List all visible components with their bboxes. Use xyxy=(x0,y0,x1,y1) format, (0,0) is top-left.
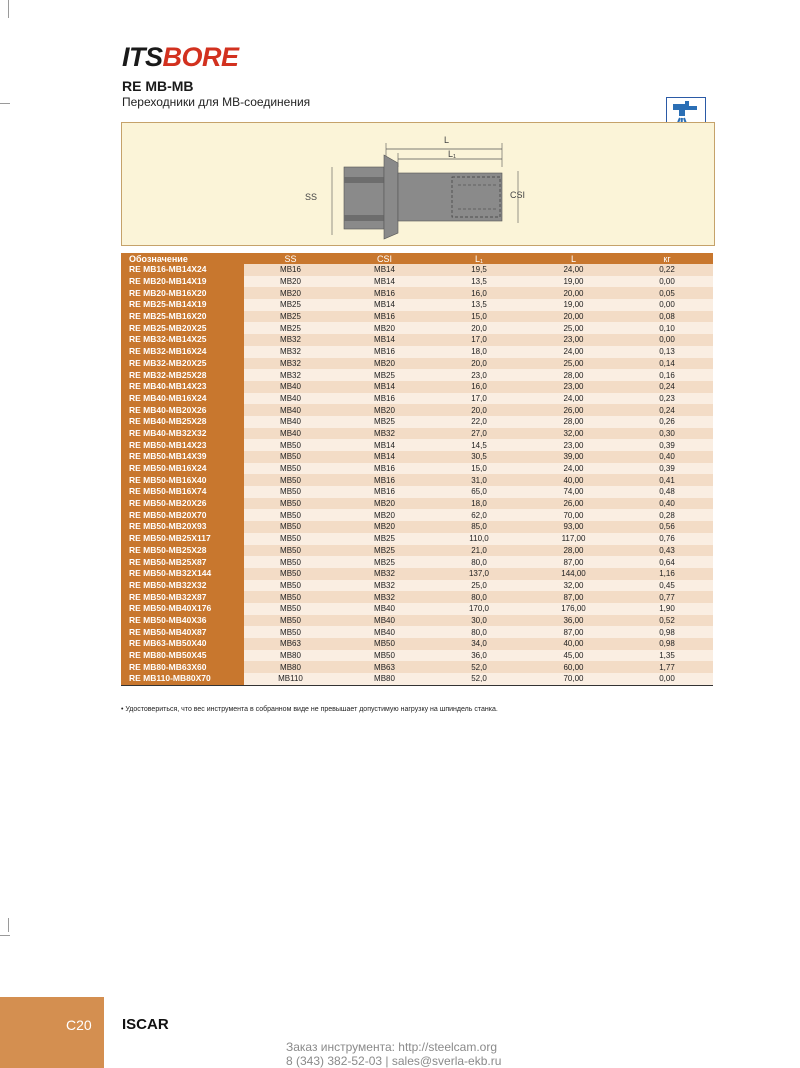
table-row xyxy=(121,638,713,650)
cell-l1: 19,5 xyxy=(432,264,526,276)
cell-csi: MB25 xyxy=(337,545,432,557)
table-row xyxy=(121,533,713,545)
cell-weight: 0,00 xyxy=(621,673,713,685)
cell-l: 23,00 xyxy=(526,381,621,393)
cell-ss: MB80 xyxy=(244,650,337,662)
table-row xyxy=(121,661,713,673)
cell-csi: MB14 xyxy=(337,451,432,463)
cell-l1: 15,0 xyxy=(432,311,526,323)
cell-designation: RE MB50-MB25X28 xyxy=(121,545,244,557)
cell-designation: RE MB50-MB32X144 xyxy=(121,568,244,580)
cell-csi: MB40 xyxy=(337,603,432,615)
dim-label-csi: CSI xyxy=(510,190,526,200)
cell-weight: 0,39 xyxy=(621,463,713,475)
cell-weight: 0,39 xyxy=(621,439,713,451)
footnote: • Удостовериться, что вес инструмента в собранном виде не превышает допустимую нагрузку на шпиндель станка. xyxy=(121,706,498,713)
cell-csi: MB50 xyxy=(337,638,432,650)
cell-designation: RE MB16-MB14X24 xyxy=(121,264,244,276)
cell-l1: 170,0 xyxy=(432,603,526,615)
cell-l: 25,00 xyxy=(526,358,621,370)
cell-l: 87,00 xyxy=(526,626,621,638)
crop-mark xyxy=(0,935,10,936)
cell-l1: 137,0 xyxy=(432,568,526,580)
table-row xyxy=(121,404,713,416)
contact-info: 8 (343) 382-52-03 | sales@sverla-ekb.ru xyxy=(286,1054,502,1068)
itsbore-logo xyxy=(122,42,239,72)
cell-l1: 30,5 xyxy=(432,451,526,463)
cell-weight: 1,77 xyxy=(621,661,713,673)
cell-weight: 1,16 xyxy=(621,568,713,580)
cell-ss: MB50 xyxy=(244,486,337,498)
cell-l: 19,00 xyxy=(526,276,621,288)
cell-csi: MB16 xyxy=(337,346,432,358)
table-row xyxy=(121,521,713,533)
cell-l: 70,00 xyxy=(526,509,621,521)
cell-weight: 0,10 xyxy=(621,322,713,334)
cell-l: 93,00 xyxy=(526,521,621,533)
table-row xyxy=(121,322,713,334)
cell-weight: 0,00 xyxy=(621,276,713,288)
product-subtitle: Переходники для MB-соединения xyxy=(122,95,311,109)
cell-l1: 62,0 xyxy=(432,509,526,521)
cell-designation: RE MB50-MB16X24 xyxy=(121,463,244,475)
cell-designation: RE MB40-MB16X24 xyxy=(121,393,244,405)
cell-designation: RE MB32-MB14X25 xyxy=(121,334,244,346)
table-row xyxy=(121,474,713,486)
cell-ss: MB50 xyxy=(244,474,337,486)
order-info: Заказ инструмента: http://steelcam.org xyxy=(286,1040,498,1054)
cell-designation: RE MB50-MB25X87 xyxy=(121,556,244,568)
cell-l1: 27,0 xyxy=(432,428,526,440)
cell-l1: 20,0 xyxy=(432,358,526,370)
table-row xyxy=(121,603,713,615)
cell-weight: 0,56 xyxy=(621,521,713,533)
cell-weight: 0,14 xyxy=(621,358,713,370)
cell-designation: RE MB25-MB14X19 xyxy=(121,299,244,311)
cell-ss: MB50 xyxy=(244,521,337,533)
cell-l: 87,00 xyxy=(526,556,621,568)
table-row xyxy=(121,334,713,346)
cell-ss: MB50 xyxy=(244,451,337,463)
cell-l: 87,00 xyxy=(526,591,621,603)
cell-csi: MB20 xyxy=(337,509,432,521)
cell-l: 26,00 xyxy=(526,404,621,416)
cell-designation: RE MB50-MB40X176 xyxy=(121,603,244,615)
cell-ss: MB40 xyxy=(244,416,337,428)
cell-csi: MB25 xyxy=(337,416,432,428)
cell-ss: MB50 xyxy=(244,591,337,603)
dim-label-l1: L₁ xyxy=(448,149,457,159)
table-row xyxy=(121,568,713,580)
cell-l1: 17,0 xyxy=(432,334,526,346)
cell-ss: MB50 xyxy=(244,626,337,638)
cell-csi: MB20 xyxy=(337,322,432,334)
cell-csi: MB32 xyxy=(337,580,432,592)
cell-designation: RE MB25-MB16X20 xyxy=(121,311,244,323)
cell-designation: RE MB50-MB16X40 xyxy=(121,474,244,486)
cell-ss: MB80 xyxy=(244,661,337,673)
cell-designation: RE MB50-MB25X117 xyxy=(121,533,244,545)
cell-designation: RE MB50-MB32X32 xyxy=(121,580,244,592)
cell-designation: RE MB32-MB25X28 xyxy=(121,369,244,381)
cell-designation: RE MB50-MB14X39 xyxy=(121,451,244,463)
cell-csi: MB14 xyxy=(337,276,432,288)
cell-ss: MB40 xyxy=(244,428,337,440)
cell-l1: 17,0 xyxy=(432,393,526,405)
cell-designation: RE MB40-MB25X28 xyxy=(121,416,244,428)
logo-part-its: ITS xyxy=(122,42,163,72)
cell-designation: RE MB50-MB16X74 xyxy=(121,486,244,498)
crop-mark xyxy=(8,918,9,932)
cell-l: 24,00 xyxy=(526,264,621,276)
table-row xyxy=(121,486,713,498)
cell-l: 45,00 xyxy=(526,650,621,662)
cell-csi: MB14 xyxy=(337,439,432,451)
cell-weight: 0,41 xyxy=(621,474,713,486)
cell-ss: MB32 xyxy=(244,358,337,370)
cell-designation: RE MB50-MB40X36 xyxy=(121,615,244,627)
cell-csi: MB32 xyxy=(337,428,432,440)
cell-weight: 0,64 xyxy=(621,556,713,568)
cell-l1: 20,0 xyxy=(432,404,526,416)
cell-csi: MB16 xyxy=(337,393,432,405)
cell-weight: 0,00 xyxy=(621,334,713,346)
cell-weight: 0,77 xyxy=(621,591,713,603)
table-row xyxy=(121,311,713,323)
cell-weight: 0,48 xyxy=(621,486,713,498)
table-row xyxy=(121,346,713,358)
table-row xyxy=(121,264,713,276)
cell-weight: 0,22 xyxy=(621,264,713,276)
cell-weight: 0,43 xyxy=(621,545,713,557)
cell-weight: 0,98 xyxy=(621,638,713,650)
cell-weight: 0,45 xyxy=(621,580,713,592)
cell-ss: MB25 xyxy=(244,311,337,323)
cell-l1: 36,0 xyxy=(432,650,526,662)
cell-l1: 14,5 xyxy=(432,439,526,451)
cell-ss: MB50 xyxy=(244,439,337,451)
cell-ss: MB50 xyxy=(244,509,337,521)
logo-part-bore: BORE xyxy=(162,42,239,72)
table-row xyxy=(121,580,713,592)
cell-ss: MB40 xyxy=(244,393,337,405)
cell-ss: MB32 xyxy=(244,369,337,381)
table-body xyxy=(121,264,713,685)
column-header-l: L xyxy=(526,253,621,264)
cell-csi: MB40 xyxy=(337,626,432,638)
table-row xyxy=(121,463,713,475)
cell-ss: MB50 xyxy=(244,533,337,545)
brand-name: ISCAR xyxy=(122,1016,169,1033)
cell-designation: RE MB80-MB50X45 xyxy=(121,650,244,662)
table-row xyxy=(121,498,713,510)
column-header-csi: CSI xyxy=(337,253,432,264)
cell-l1: 30,0 xyxy=(432,615,526,627)
column-header-ss: SS xyxy=(244,253,337,264)
cell-l: 20,00 xyxy=(526,311,621,323)
cell-l: 20,00 xyxy=(526,287,621,299)
cell-weight: 0,16 xyxy=(621,369,713,381)
table-row xyxy=(121,369,713,381)
cell-l1: 31,0 xyxy=(432,474,526,486)
product-table xyxy=(121,253,713,686)
cell-designation: RE MB50-MB32X87 xyxy=(121,591,244,603)
cell-l: 39,00 xyxy=(526,451,621,463)
cell-l1: 80,0 xyxy=(432,591,526,603)
cell-designation: RE MB32-MB20X25 xyxy=(121,358,244,370)
cell-weight: 1,90 xyxy=(621,603,713,615)
cell-ss: MB50 xyxy=(244,615,337,627)
cell-l: 28,00 xyxy=(526,545,621,557)
cell-l: 28,00 xyxy=(526,416,621,428)
cell-csi: MB80 xyxy=(337,673,432,685)
cell-csi: MB63 xyxy=(337,661,432,673)
cell-ss: MB50 xyxy=(244,498,337,510)
cell-csi: MB20 xyxy=(337,521,432,533)
page-number: C20 xyxy=(66,1017,92,1033)
cell-ss: MB32 xyxy=(244,334,337,346)
cell-csi: MB16 xyxy=(337,463,432,475)
cell-ss: MB50 xyxy=(244,568,337,580)
cell-l: 117,00 xyxy=(526,533,621,545)
cell-designation: RE MB32-MB16X24 xyxy=(121,346,244,358)
cell-csi: MB14 xyxy=(337,334,432,346)
cell-l1: 20,0 xyxy=(432,322,526,334)
cell-designation: RE MB50-MB40X87 xyxy=(121,626,244,638)
cell-weight: 0,24 xyxy=(621,404,713,416)
cell-designation: RE MB20-MB14X19 xyxy=(121,276,244,288)
cell-l1: 21,0 xyxy=(432,545,526,557)
table-row xyxy=(121,416,713,428)
cell-l: 24,00 xyxy=(526,463,621,475)
cell-weight: 0,13 xyxy=(621,346,713,358)
cell-l1: 13,5 xyxy=(432,299,526,311)
table-row xyxy=(121,358,713,370)
cell-l: 24,00 xyxy=(526,393,621,405)
cell-csi: MB14 xyxy=(337,381,432,393)
cell-l: 60,00 xyxy=(526,661,621,673)
table-row xyxy=(121,428,713,440)
cell-l: 32,00 xyxy=(526,580,621,592)
cell-weight: 0,28 xyxy=(621,509,713,521)
crop-mark xyxy=(0,103,10,104)
cell-l: 32,00 xyxy=(526,428,621,440)
cell-ss: MB32 xyxy=(244,346,337,358)
cell-l1: 18,0 xyxy=(432,498,526,510)
cell-l1: 110,0 xyxy=(432,533,526,545)
cell-l1: 16,0 xyxy=(432,287,526,299)
table-header-row xyxy=(121,253,713,264)
cell-l: 36,00 xyxy=(526,615,621,627)
cell-ss: MB25 xyxy=(244,299,337,311)
cell-l: 74,00 xyxy=(526,486,621,498)
cell-weight: 0,52 xyxy=(621,615,713,627)
cell-l1: 18,0 xyxy=(432,346,526,358)
cell-ss: MB20 xyxy=(244,287,337,299)
column-header-designation: Обозначение xyxy=(121,253,244,264)
table-row xyxy=(121,381,713,393)
cell-weight: 0,00 xyxy=(621,299,713,311)
cell-l1: 16,0 xyxy=(432,381,526,393)
cell-ss: MB40 xyxy=(244,404,337,416)
cell-csi: MB25 xyxy=(337,533,432,545)
table-row xyxy=(121,509,713,521)
cell-designation: RE MB40-MB14X23 xyxy=(121,381,244,393)
cell-ss: MB110 xyxy=(244,673,337,685)
cell-designation: RE MB50-MB20X26 xyxy=(121,498,244,510)
table-row xyxy=(121,299,713,311)
cell-ss: MB50 xyxy=(244,463,337,475)
cell-weight: 0,40 xyxy=(621,498,713,510)
dim-label-ss: SS xyxy=(305,192,318,202)
cell-csi: MB25 xyxy=(337,369,432,381)
cell-csi: MB16 xyxy=(337,311,432,323)
cell-designation: RE MB110-MB80X70 xyxy=(121,673,244,685)
table-row xyxy=(121,626,713,638)
cell-weight: 0,30 xyxy=(621,428,713,440)
cell-csi: MB16 xyxy=(337,287,432,299)
cell-ss: MB50 xyxy=(244,603,337,615)
table-row xyxy=(121,650,713,662)
cell-csi: MB25 xyxy=(337,556,432,568)
cell-designation: RE MB50-MB20X70 xyxy=(121,509,244,521)
cell-l1: 13,5 xyxy=(432,276,526,288)
cell-designation: RE MB25-MB20X25 xyxy=(121,322,244,334)
cell-l: 70,00 xyxy=(526,673,621,685)
cell-l1: 15,0 xyxy=(432,463,526,475)
cell-l1: 34,0 xyxy=(432,638,526,650)
cell-ss: MB50 xyxy=(244,580,337,592)
cell-designation: RE MB20-MB16X20 xyxy=(121,287,244,299)
cell-designation: RE MB63-MB50X40 xyxy=(121,638,244,650)
cell-weight: 0,24 xyxy=(621,381,713,393)
cell-weight: 1,35 xyxy=(621,650,713,662)
cell-l1: 80,0 xyxy=(432,556,526,568)
cell-l: 28,00 xyxy=(526,369,621,381)
column-header-l1: L₁ xyxy=(432,253,526,264)
cell-l: 25,00 xyxy=(526,322,621,334)
table-row xyxy=(121,556,713,568)
cell-l: 40,00 xyxy=(526,638,621,650)
product-title: RE MB-MB xyxy=(122,78,194,94)
table-row xyxy=(121,276,713,288)
cell-weight: 0,08 xyxy=(621,311,713,323)
cell-l1: 52,0 xyxy=(432,661,526,673)
cell-csi: MB20 xyxy=(337,404,432,416)
cell-designation: RE MB50-MB14X23 xyxy=(121,439,244,451)
table-row xyxy=(121,287,713,299)
cell-l1: 85,0 xyxy=(432,521,526,533)
cell-weight: 0,26 xyxy=(621,416,713,428)
cell-l1: 80,0 xyxy=(432,626,526,638)
cell-weight: 0,98 xyxy=(621,626,713,638)
cell-csi: MB40 xyxy=(337,615,432,627)
cell-ss: MB16 xyxy=(244,264,337,276)
cell-ss: MB20 xyxy=(244,276,337,288)
cell-ss: MB63 xyxy=(244,638,337,650)
table-row xyxy=(121,451,713,463)
cell-csi: MB50 xyxy=(337,650,432,662)
tool-diagram xyxy=(121,122,715,246)
cell-ss: MB50 xyxy=(244,556,337,568)
table-row xyxy=(121,545,713,557)
table-row xyxy=(121,591,713,603)
cell-l: 19,00 xyxy=(526,299,621,311)
cell-l: 40,00 xyxy=(526,474,621,486)
cell-csi: MB32 xyxy=(337,568,432,580)
crop-mark xyxy=(8,0,9,18)
cell-csi: MB14 xyxy=(337,299,432,311)
cell-csi: MB16 xyxy=(337,486,432,498)
cell-designation: RE MB80-MB63X60 xyxy=(121,661,244,673)
cell-designation: RE MB40-MB32X32 xyxy=(121,428,244,440)
cell-ss: MB25 xyxy=(244,322,337,334)
cell-ss: MB40 xyxy=(244,381,337,393)
cell-l: 26,00 xyxy=(526,498,621,510)
cell-designation: RE MB50-MB20X93 xyxy=(121,521,244,533)
cell-l: 24,00 xyxy=(526,346,621,358)
cell-csi: MB20 xyxy=(337,358,432,370)
cell-csi: MB16 xyxy=(337,474,432,486)
cell-weight: 0,23 xyxy=(621,393,713,405)
cell-l: 144,00 xyxy=(526,568,621,580)
cell-csi: MB20 xyxy=(337,498,432,510)
cell-designation: RE MB40-MB20X26 xyxy=(121,404,244,416)
cell-l1: 22,0 xyxy=(432,416,526,428)
cell-weight: 0,40 xyxy=(621,451,713,463)
cell-l1: 52,0 xyxy=(432,673,526,685)
cell-l: 23,00 xyxy=(526,439,621,451)
cell-l: 176,00 xyxy=(526,603,621,615)
cell-csi: MB32 xyxy=(337,591,432,603)
cell-l1: 25,0 xyxy=(432,580,526,592)
column-header-kg: кг xyxy=(621,253,713,264)
table-row xyxy=(121,439,713,451)
cell-l1: 65,0 xyxy=(432,486,526,498)
cell-csi: MB14 xyxy=(337,264,432,276)
cell-ss: MB50 xyxy=(244,545,337,557)
table-row xyxy=(121,673,713,685)
cell-weight: 0,05 xyxy=(621,287,713,299)
table-row xyxy=(121,393,713,405)
cell-weight: 0,76 xyxy=(621,533,713,545)
cell-l1: 23,0 xyxy=(432,369,526,381)
cell-l: 23,00 xyxy=(526,334,621,346)
table-row xyxy=(121,615,713,627)
dim-label-l: L xyxy=(444,135,450,145)
